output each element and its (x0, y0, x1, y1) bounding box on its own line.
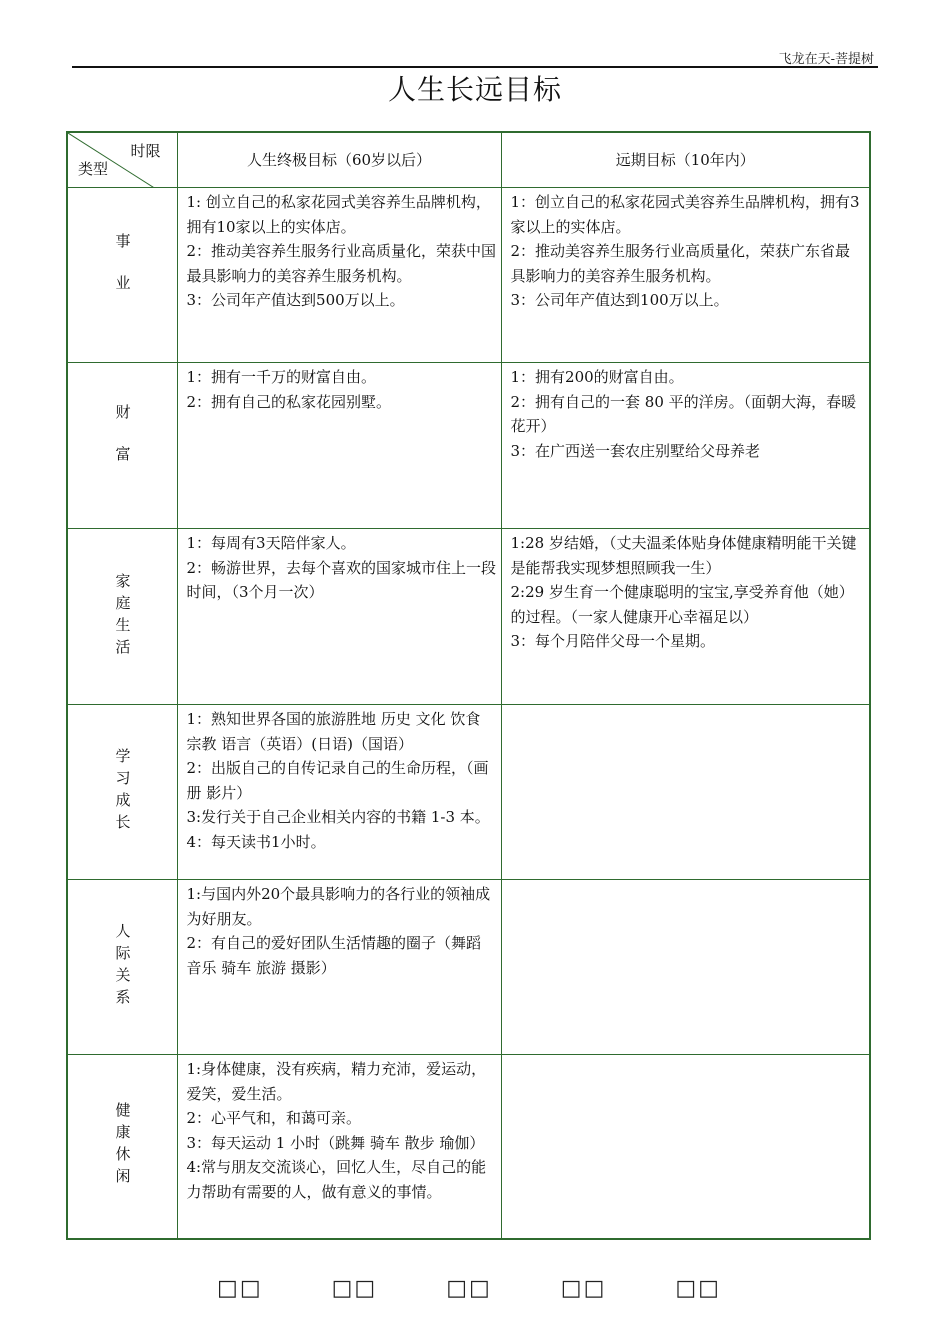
goal-item: 1:28 岁结婚，（丈夫温柔体贴身体健康精明能干关键是能帮我实现梦想照顾我一生） (510, 534, 857, 577)
goal-item: 2：拥有自己的一套 80 平的洋房。（面朝大海，春暖花开） (510, 392, 857, 435)
footer-glyph: □□ (217, 1276, 263, 1301)
category-cell (67, 529, 177, 705)
goal-item: 1：每周有3天陪伴家人。 (186, 534, 356, 552)
goal-item: 3：每天运动 1 小时（跳舞 骑车 散步 瑜伽） (186, 1133, 485, 1152)
category-label: 人际关系 (113, 923, 132, 1011)
longterm-goals-cell (501, 705, 870, 880)
footer-glyph: □□ (446, 1276, 492, 1301)
table-row (67, 363, 870, 529)
category-cell (67, 1055, 177, 1239)
goal-item: 2：拥有自己的私家花园别墅。 (186, 392, 392, 411)
footer-glyph: □□ (675, 1276, 721, 1301)
corner-label-timeframe: 时限 (130, 142, 161, 160)
goal-item: 1: 创立自己的私家花园式美容养生品牌机构，拥有10家以上的实体店。 (186, 193, 491, 236)
footer-glyph: □□ (331, 1276, 378, 1301)
goal-item: 3：每个月陪伴父母一个星期。 (510, 632, 716, 650)
category-label: 健康休闲 (113, 1102, 132, 1191)
category-cell (67, 705, 177, 880)
category-cell (67, 363, 177, 529)
category-label: 事业 (113, 233, 132, 317)
goal-item: 1：熟知世界各国的旅游胜地 历史 文化 饮食 宗教 语言（英语）(日语)（国语） (186, 710, 481, 753)
goal-rows (67, 188, 870, 1239)
goal-item: 1：拥有200的财富自由。 (510, 368, 684, 386)
ultimate-goals-cell (177, 1055, 501, 1239)
ultimate-goals-cell (177, 188, 501, 363)
goal-item: 3:发行关于自己企业相关内容的书籍 1-3 本。 (186, 808, 490, 826)
goal-item: 1:与国内外20个最具影响力的各行业的领袖成为好朋友。 (186, 885, 491, 928)
longterm-goals-cell (501, 188, 870, 363)
table-row (67, 705, 870, 880)
goal-item: 2：心平气和，和蔼可亲。 (186, 1109, 362, 1127)
corner-header-cell (67, 132, 177, 188)
goal-item: 2：推动美容养生服务行业高质量化，荣获中国最具影响力的美容养生服务机构。 (186, 242, 497, 285)
ultimate-goals-cell (177, 705, 501, 880)
table-row (67, 880, 870, 1055)
goal-item: 1：拥有一千万的财富自由。 (186, 368, 377, 386)
page-title: 人生长远目标 (387, 73, 562, 106)
corner-label-category: 类型 (78, 159, 109, 178)
table-row (67, 1055, 870, 1239)
goal-item: 2:29 岁生育一个健康聪明的宝宝,享受养育他（她）的过程。（一家人健康开心幸福足以） (510, 583, 854, 626)
ultimate-goals-cell (177, 880, 501, 1055)
goal-item: 2：畅游世界，去每个喜欢的国家城市住上一段时间，（3个月一次） (186, 558, 497, 601)
goal-item: 3：公司年产值达到100万以上。 (510, 291, 729, 309)
longterm-goals-cell (501, 363, 870, 529)
goal-item: 2：有自己的爱好团队生活情趣的圈子（舞蹈 音乐 骑车 旅游 摄影） (186, 934, 482, 977)
category-label: 家庭生活 (113, 572, 132, 661)
goal-item: 1：创立自己的私家花园式美容养生品牌机构，拥有3家以上的实体店。 (510, 193, 860, 236)
col-header-longterm: 远期目标（10年内） (501, 132, 870, 188)
category-label: 学习成长 (113, 748, 132, 836)
header-source-text: 飞龙在天-菩提树 (778, 52, 874, 67)
footer-glyphs (0, 1276, 950, 1301)
table-row (67, 529, 870, 705)
table-header-row (67, 132, 870, 188)
longterm-goals-cell (501, 880, 870, 1055)
ultimate-goals-cell (177, 363, 501, 529)
longterm-goals-cell (501, 1055, 870, 1239)
goal-item: 2：推动美容养生服务行业高质量化，荣获广东省最具影响力的美容养生服务机构。 (510, 242, 851, 285)
goal-item: 3：在广西送一套农庄别墅给父母养老 (510, 441, 761, 460)
goal-item: 4:常与朋友交流谈心，回忆人生，尽自己的能力帮助有需要的人，做有意义的事情。 (186, 1158, 487, 1201)
longterm-goals-cell (501, 529, 870, 705)
category-cell (67, 188, 177, 363)
col-header-ultimate: 人生终极目标（60岁以后） (177, 132, 501, 188)
goal-item: 2：出版自己的自传记录自己的生命历程，（画册 影片） (186, 759, 489, 802)
footer-glyph: □□ (560, 1276, 607, 1301)
category-cell (67, 880, 177, 1055)
goals-table (66, 131, 871, 1240)
table-row (67, 188, 870, 363)
category-label: 财富 (113, 403, 132, 488)
goal-item: 4：每天读书1小时。 (186, 832, 326, 851)
goal-item: 3：公司年产值达到500万以上。 (186, 291, 405, 309)
goal-item: 1:身体健康，没有疾病，精力充沛，爱运动，爱笑，爱生活。 (186, 1060, 487, 1103)
ultimate-goals-cell (177, 529, 501, 705)
